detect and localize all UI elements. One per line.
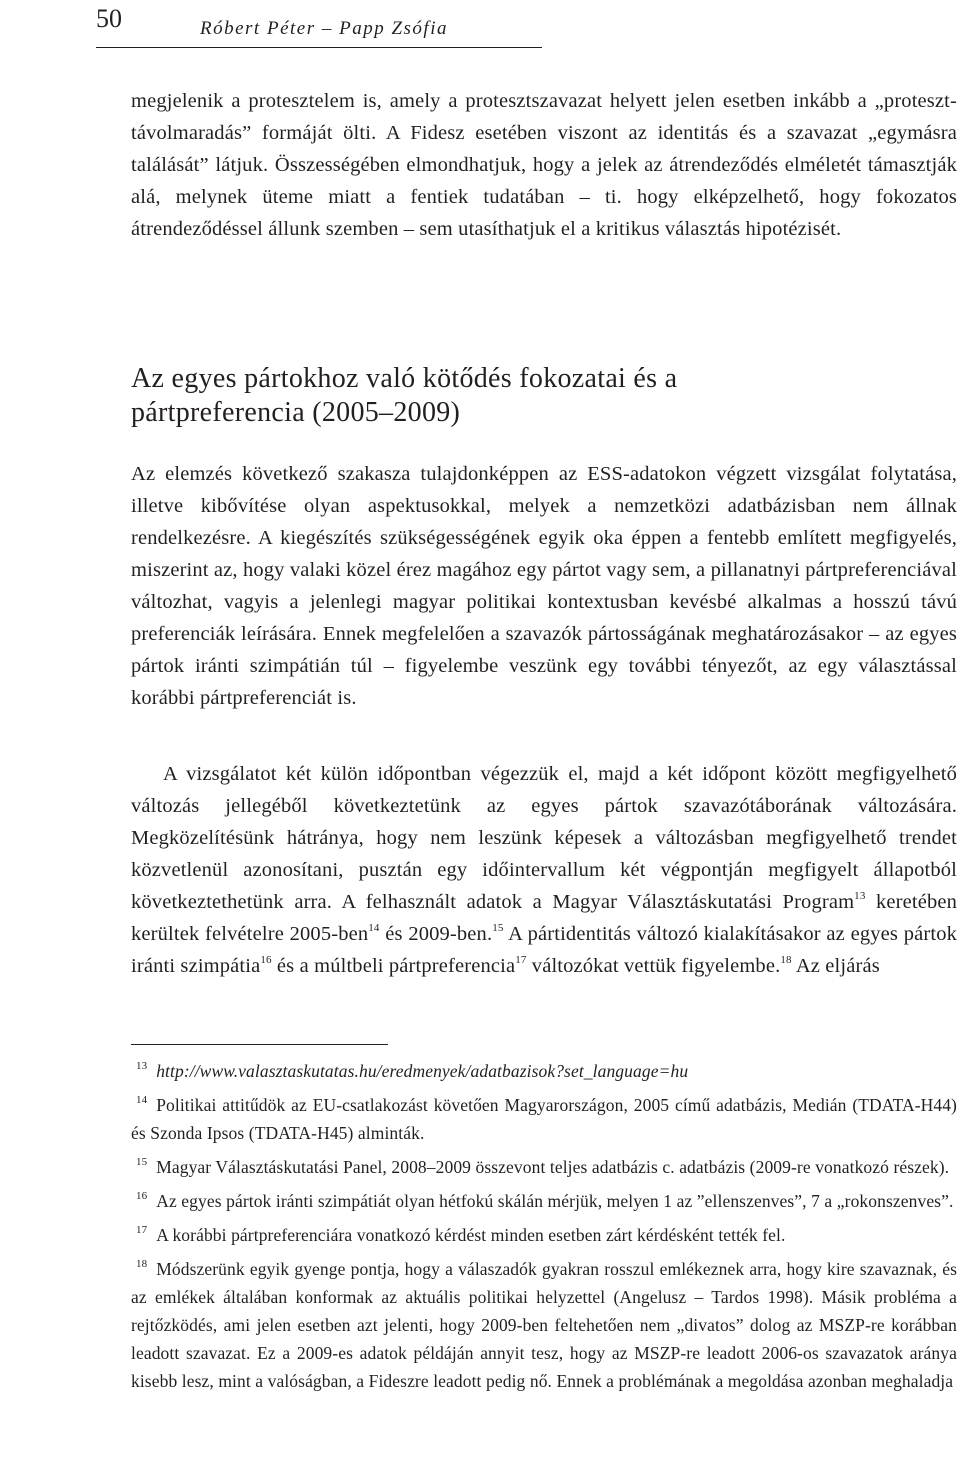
paragraph-3-text: A vizsgálatot két külön időpontban végezzük el, majd a két időpont között megfigyelhető változás jellegéből következtetünk az egyes pártok szavazótáborának változására. Megközelítésünk hátránya, hogy nem leszünk képesek a változásban megfigyelhető trendet közvetlenül azonosítani, pusztán egy időintervallum két végpontján megfigyelt állapotból következtethetünk arra. A felhasznált adatok a Magyar Választáskutatási Program: [131, 763, 957, 913]
paragraph-3-text: és a múltbeli pártpreferencia: [271, 955, 516, 977]
footnote-ref-15[interactable]: 15: [492, 922, 504, 934]
footnote-number: 13: [136, 1060, 148, 1072]
footnote-text: Az egyes pártok iránti szimpátiát olyan hétfokú skálán mérjük, melyen 1 az ”ellenszenves”, 7 a „rokonszenves”.: [156, 1191, 954, 1211]
paragraph-3: [131, 758, 957, 982]
paragraph-3-text: keretében kerültek felvételre 2005-ben: [131, 891, 957, 945]
paragraph-3-text: Az eljárás: [791, 955, 880, 977]
footnote-url-link[interactable]: http://www.valasztaskutatas.hu/eredmenyek/adatbazisok?set_language=hu: [156, 1061, 689, 1081]
body-text-section: [131, 458, 957, 714]
header-rule: [96, 47, 542, 48]
footnote-ref-18[interactable]: 18: [780, 954, 792, 966]
footnote-ref-16[interactable]: 16: [260, 954, 272, 966]
footnote-number: 18: [136, 1258, 148, 1270]
section-heading: Az egyes pártokhoz való kötődés fokozatai és a pártpreferencia (2005–2009): [131, 363, 678, 428]
paragraph-3-text: és 2009-ben.: [379, 923, 493, 945]
body-text-continued: [131, 758, 957, 982]
footnote-number: 14: [136, 1094, 148, 1106]
footnote-16: [131, 1187, 957, 1215]
footnote-number: 16: [136, 1190, 148, 1202]
running-title: Róbert Péter – Papp Zsófia: [200, 18, 448, 39]
footnote-text: A korábbi pártpreferenciára vonatkozó kérdést minden esetben zárt kérdésként tették fel.: [156, 1225, 786, 1245]
page-number: 50: [96, 4, 122, 33]
footnote-number: 17: [136, 1224, 148, 1236]
footnote-ref-13[interactable]: 13: [854, 890, 866, 902]
footnote-15: [131, 1153, 957, 1181]
footnote-number: 15: [136, 1156, 148, 1168]
paragraph-2: Az elemzés következő szakasza tulajdonképpen az ESS-adatokon végzett vizsgálat folytatása, illetve kibővítése olyan aspektusokkal, melyek a nemzetközi adatbázisban nem állnak rendelkezésre. A kiegészítés szükségességének egyik oka éppen a fentebb említett megfigyelés, miszerint az, hogy valaki közel érez magához egy pártot vagy sem, a pillanatnyi pártpreferenciával változhat, vagyis a jelenlegi magyar politikai kontextusban kevésbé alkalmas a hosszú távú preferenciák leírására. Ennek megfelelően a szavazók pártosságának meghatározásakor – az egyes pártok iránti szimpátián túl – figyelembe veszünk egy további tényezőt, az egy választással korábbi pártpreferenciát is.: [131, 463, 957, 709]
paragraph-3-text: A pártidentitás változó kialakításakor az egyes pártok iránti szimpátia: [131, 923, 958, 977]
paragraph-3-text: változókat vettük figyelembe.: [526, 955, 781, 977]
footnote-ref-14[interactable]: 14: [368, 922, 380, 934]
footnotes: [131, 1057, 957, 1401]
footnote-text: Politikai attitűdök az EU-csatlakozást követően Magyarországon, 2005 című adatbázis, Medián (TDATA-H44) és Szonda Ipsos (TDATA-H45) alminták.: [131, 1095, 957, 1143]
paragraph-1: megjelenik a protesztelem is, amely a protesztszavazat helyett jelen esetben inkább a „proteszt-távolmaradás” formáját ölti. A Fidesz esetében viszont az identitás és a szavazat „egymásra találását” látjuk. Összességében elmondhatjuk, hogy a jelek az átrendeződés elméletét támasztják alá, melynek üteme miatt a fentiek tudatában – ti. hogy elképzelhető, hogy fokozatos átrendeződéssel állunk szemben – sem utasíthatjuk el a kritikus választás hipotézisét.: [131, 90, 957, 240]
footnote-17: [131, 1221, 957, 1249]
body-text-top: [131, 85, 957, 245]
footnote-text: Módszerünk egyik gyenge pontja, hogy a válaszadók gyakran rosszul emlékeznek arra, hogy kire szavaznak, és az emlékek általában konformak az aktuális politikai helyzettel (Angelusz – Tardos 1998). Másik probléma a rejtőzködés, ami jelen esetben azt jelenti, hogy 2009-ben feltehetően nem „divatos” dolog az MSZP-re korábban leadott szavazat. Ez a 2009-es adatok példáján annyit tesz, hogy az MSZP-re leadott 2006-os szavazatok aránya kisebb lesz, mint a valóságban, a Fideszre leadott pedig nő. Ennek a problémának a megoldása azonban meghaladja: [131, 1259, 957, 1391]
footnote-13: [131, 1057, 957, 1085]
footnote-14: [131, 1091, 957, 1147]
footnote-text: Magyar Választáskutatási Panel, 2008–2009 összevont teljes adatbázis c. adatbázis (2009-re vonatkozó részek).: [156, 1157, 950, 1177]
footnote-ref-17[interactable]: 17: [515, 954, 527, 966]
footnote-rule: [131, 1044, 388, 1045]
footnote-18: [131, 1255, 957, 1395]
